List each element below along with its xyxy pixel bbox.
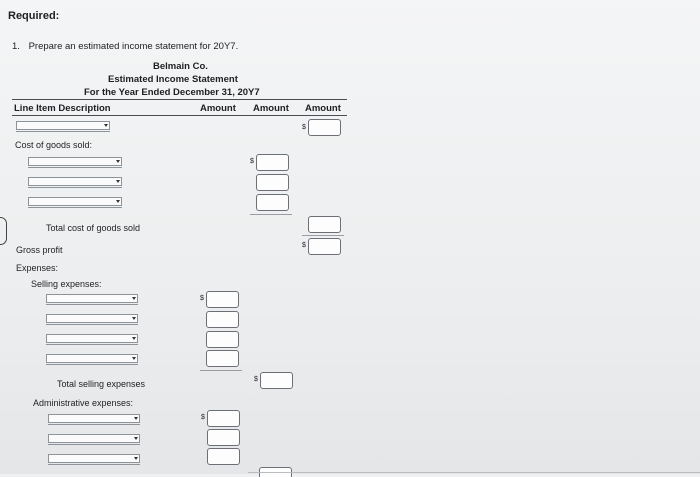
chevron-down-icon [116, 160, 120, 163]
amount-input-cogs-2[interactable] [256, 174, 289, 191]
label-selling-expenses: Selling expenses: [31, 279, 102, 289]
amount-input-cogs-3[interactable] [256, 194, 289, 211]
column-header-description: Line Item Description [14, 103, 111, 114]
column-header-amount-2: Amount [253, 103, 289, 114]
line-item-select-selling-3[interactable] [46, 334, 138, 343]
chevron-down-icon [134, 457, 138, 460]
dollar-sign: $ [254, 376, 258, 383]
dollar-sign: $ [200, 295, 204, 302]
amount-input-admin-2[interactable] [207, 429, 240, 446]
statement-title: Estimated Income Statement [108, 74, 238, 85]
amount-input-selling-4[interactable] [206, 350, 239, 367]
dollar-sign: $ [302, 242, 306, 249]
amount-input-selling-1[interactable] [206, 291, 239, 308]
column-header-amount-3: Amount [305, 103, 341, 114]
required-heading: Required: [8, 10, 60, 22]
subtotal-rule [302, 235, 344, 236]
question-1 [12, 41, 238, 52]
line-item-select-cogs-1[interactable] [28, 157, 122, 166]
subtotal-rule [250, 214, 292, 215]
chevron-down-icon [132, 317, 136, 320]
page-bottom-edge [248, 472, 700, 473]
label-administrative-expenses: Administrative expenses: [33, 398, 134, 408]
amount-input-total-cogs[interactable] [308, 216, 341, 233]
question-text: Prepare an estimated income statement for 20Y7. [28, 41, 239, 52]
amount-input-sales[interactable] [308, 119, 341, 136]
label-gross-profit: Gross profit [16, 245, 63, 255]
header-rule-bottom [12, 115, 347, 116]
dollar-sign: $ [250, 158, 254, 165]
line-item-select-selling-1[interactable] [46, 294, 138, 303]
company-name: Belmain Co. [153, 61, 208, 72]
line-item-select-sales[interactable] [16, 121, 110, 130]
chevron-down-icon [134, 437, 138, 440]
statement-period: For the Year Ended December 31, 20Y7 [84, 87, 260, 98]
chevron-down-icon [116, 180, 120, 183]
amount-input-admin-1[interactable] [207, 410, 240, 427]
line-item-select-selling-2[interactable] [46, 314, 138, 323]
line-item-select-selling-4[interactable] [46, 354, 138, 363]
chevron-down-icon [132, 357, 136, 360]
chevron-down-icon [134, 417, 138, 420]
amount-input-gross-profit[interactable] [308, 238, 341, 255]
amount-input-selling-3[interactable] [206, 331, 239, 348]
label-expenses: Expenses: [16, 263, 59, 273]
amount-input-total-selling[interactable] [260, 372, 293, 389]
amount-input-admin-3[interactable] [207, 448, 240, 465]
line-item-select-admin-3[interactable] [48, 454, 140, 463]
chevron-down-icon [132, 337, 136, 340]
chevron-down-icon [132, 297, 136, 300]
line-item-select-cogs-3[interactable] [28, 197, 122, 206]
header-rule-top [12, 99, 347, 100]
left-edge-bracket [0, 217, 7, 245]
dollar-sign: $ [302, 124, 306, 131]
chevron-down-icon [116, 200, 120, 203]
line-item-select-admin-2[interactable] [48, 434, 140, 443]
line-item-select-admin-1[interactable] [48, 414, 140, 423]
label-total-cost-of-goods-sold: Total cost of goods sold [46, 223, 141, 233]
subtotal-rule [200, 370, 242, 371]
label-cost-of-goods-sold: Cost of goods sold: [15, 140, 93, 150]
line-item-select-cogs-2[interactable] [28, 177, 122, 186]
column-header-amount-1: Amount [200, 103, 236, 114]
question-number: 1. [12, 41, 20, 52]
chevron-down-icon [104, 124, 108, 127]
amount-input-selling-2[interactable] [206, 311, 239, 328]
label-total-selling-expenses: Total selling expenses [57, 379, 146, 389]
amount-input-cogs-1[interactable] [256, 154, 289, 171]
dollar-sign: $ [201, 414, 205, 421]
